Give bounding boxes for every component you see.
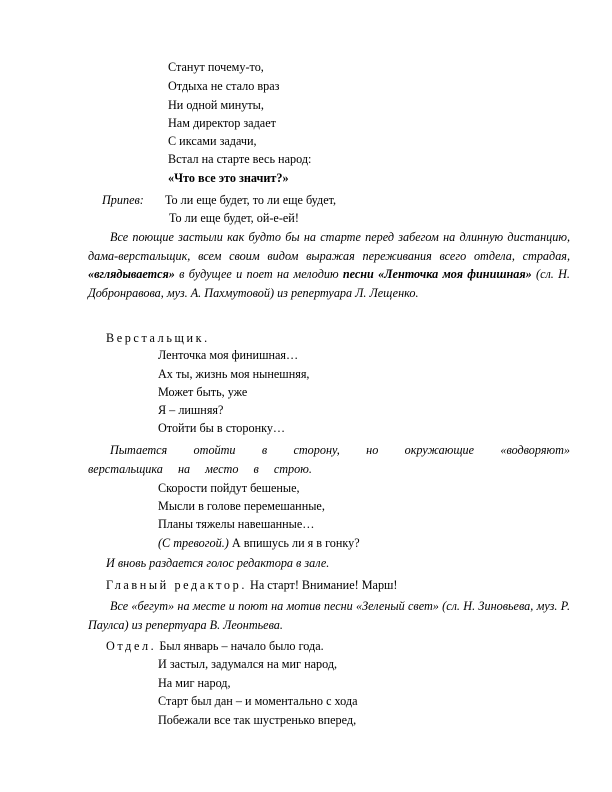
verse-line-bold: «Что все это значит?» xyxy=(168,171,289,185)
verse-line: Скорости пойдут бешеные, xyxy=(158,481,300,495)
verse-line: На миг народ, xyxy=(158,676,231,690)
stage-direction: Пытается отойти в сторону, но окружающие «водворяют» верстальщика на место в строю. xyxy=(88,443,570,476)
verse-line: Мысли в голове перемешанные, xyxy=(158,499,325,513)
verse-line: Ах ты, жизнь моя нынешняя, xyxy=(158,367,310,381)
refrain-line: То ли еще будет, ой-е-ей! xyxy=(169,211,299,225)
stage-direction: Все «бегут» на месте и поют на мотив песни «Зеленый свет» (сл. Н. Зиновьева, муз. Р. Паулса) из репертуара В. Леонтьева. xyxy=(88,599,570,632)
verse-line: Нам директор задает xyxy=(168,116,276,130)
verse-line: Планы тяжелы навешанные… xyxy=(158,517,315,531)
verse-line: Отойти бы в сторонку… xyxy=(158,421,286,435)
speaker-name: Главный редактор. xyxy=(106,578,247,592)
verse-line: Встал на старте весь народ: xyxy=(168,152,312,166)
speaker-line: Отдел. Был январь – начало было года. xyxy=(106,639,324,653)
verse-line: С иксами задачи, xyxy=(168,134,257,148)
verse-line: Я – лишняя? xyxy=(158,403,224,417)
speaker-name: Верстальщик. xyxy=(106,331,210,345)
verse-line: Может быть, уже xyxy=(158,385,248,399)
stage-direction: И вновь раздается голос редактора в зале. xyxy=(106,556,330,570)
refrain-label: Припев: xyxy=(102,193,144,207)
refrain-line: То ли еще будет, то ли еще будет, xyxy=(165,193,337,207)
stage-direction: Все поющие застыли как будто бы на старте перед забегом на длинную дистанцию, дама-верстальщик, всем своим видом выражая переживания всего отдела, страдая, «вглядывается» в будущее и поет на мелодию песни «Ленточка моя финишная» (сл. Н. Добронравова, муз. А. Пахмутовой) из репертуара Л. Лещенко. xyxy=(88,230,570,300)
verse-line: Ленточка моя финишная… xyxy=(158,348,299,362)
verse-line: Станут почему-то, xyxy=(168,60,264,74)
verse-line: Старт был дан – и моментально с хода xyxy=(158,694,358,708)
verse-line: Побежали все так шустренько вперед, xyxy=(158,713,357,727)
speaker-line: Главный редактор. На старт! Внимание! Марш! xyxy=(106,578,398,592)
verse-line: Отдыха не стало враз xyxy=(168,79,280,93)
verse-line: Ни одной минуты, xyxy=(168,98,264,112)
speaker-name: Отдел. xyxy=(106,639,157,653)
verse-line: (С тревогой.) А впишусь ли я в гонку? xyxy=(158,536,360,550)
verse-line: И застыл, задумался на миг народ, xyxy=(158,657,338,671)
